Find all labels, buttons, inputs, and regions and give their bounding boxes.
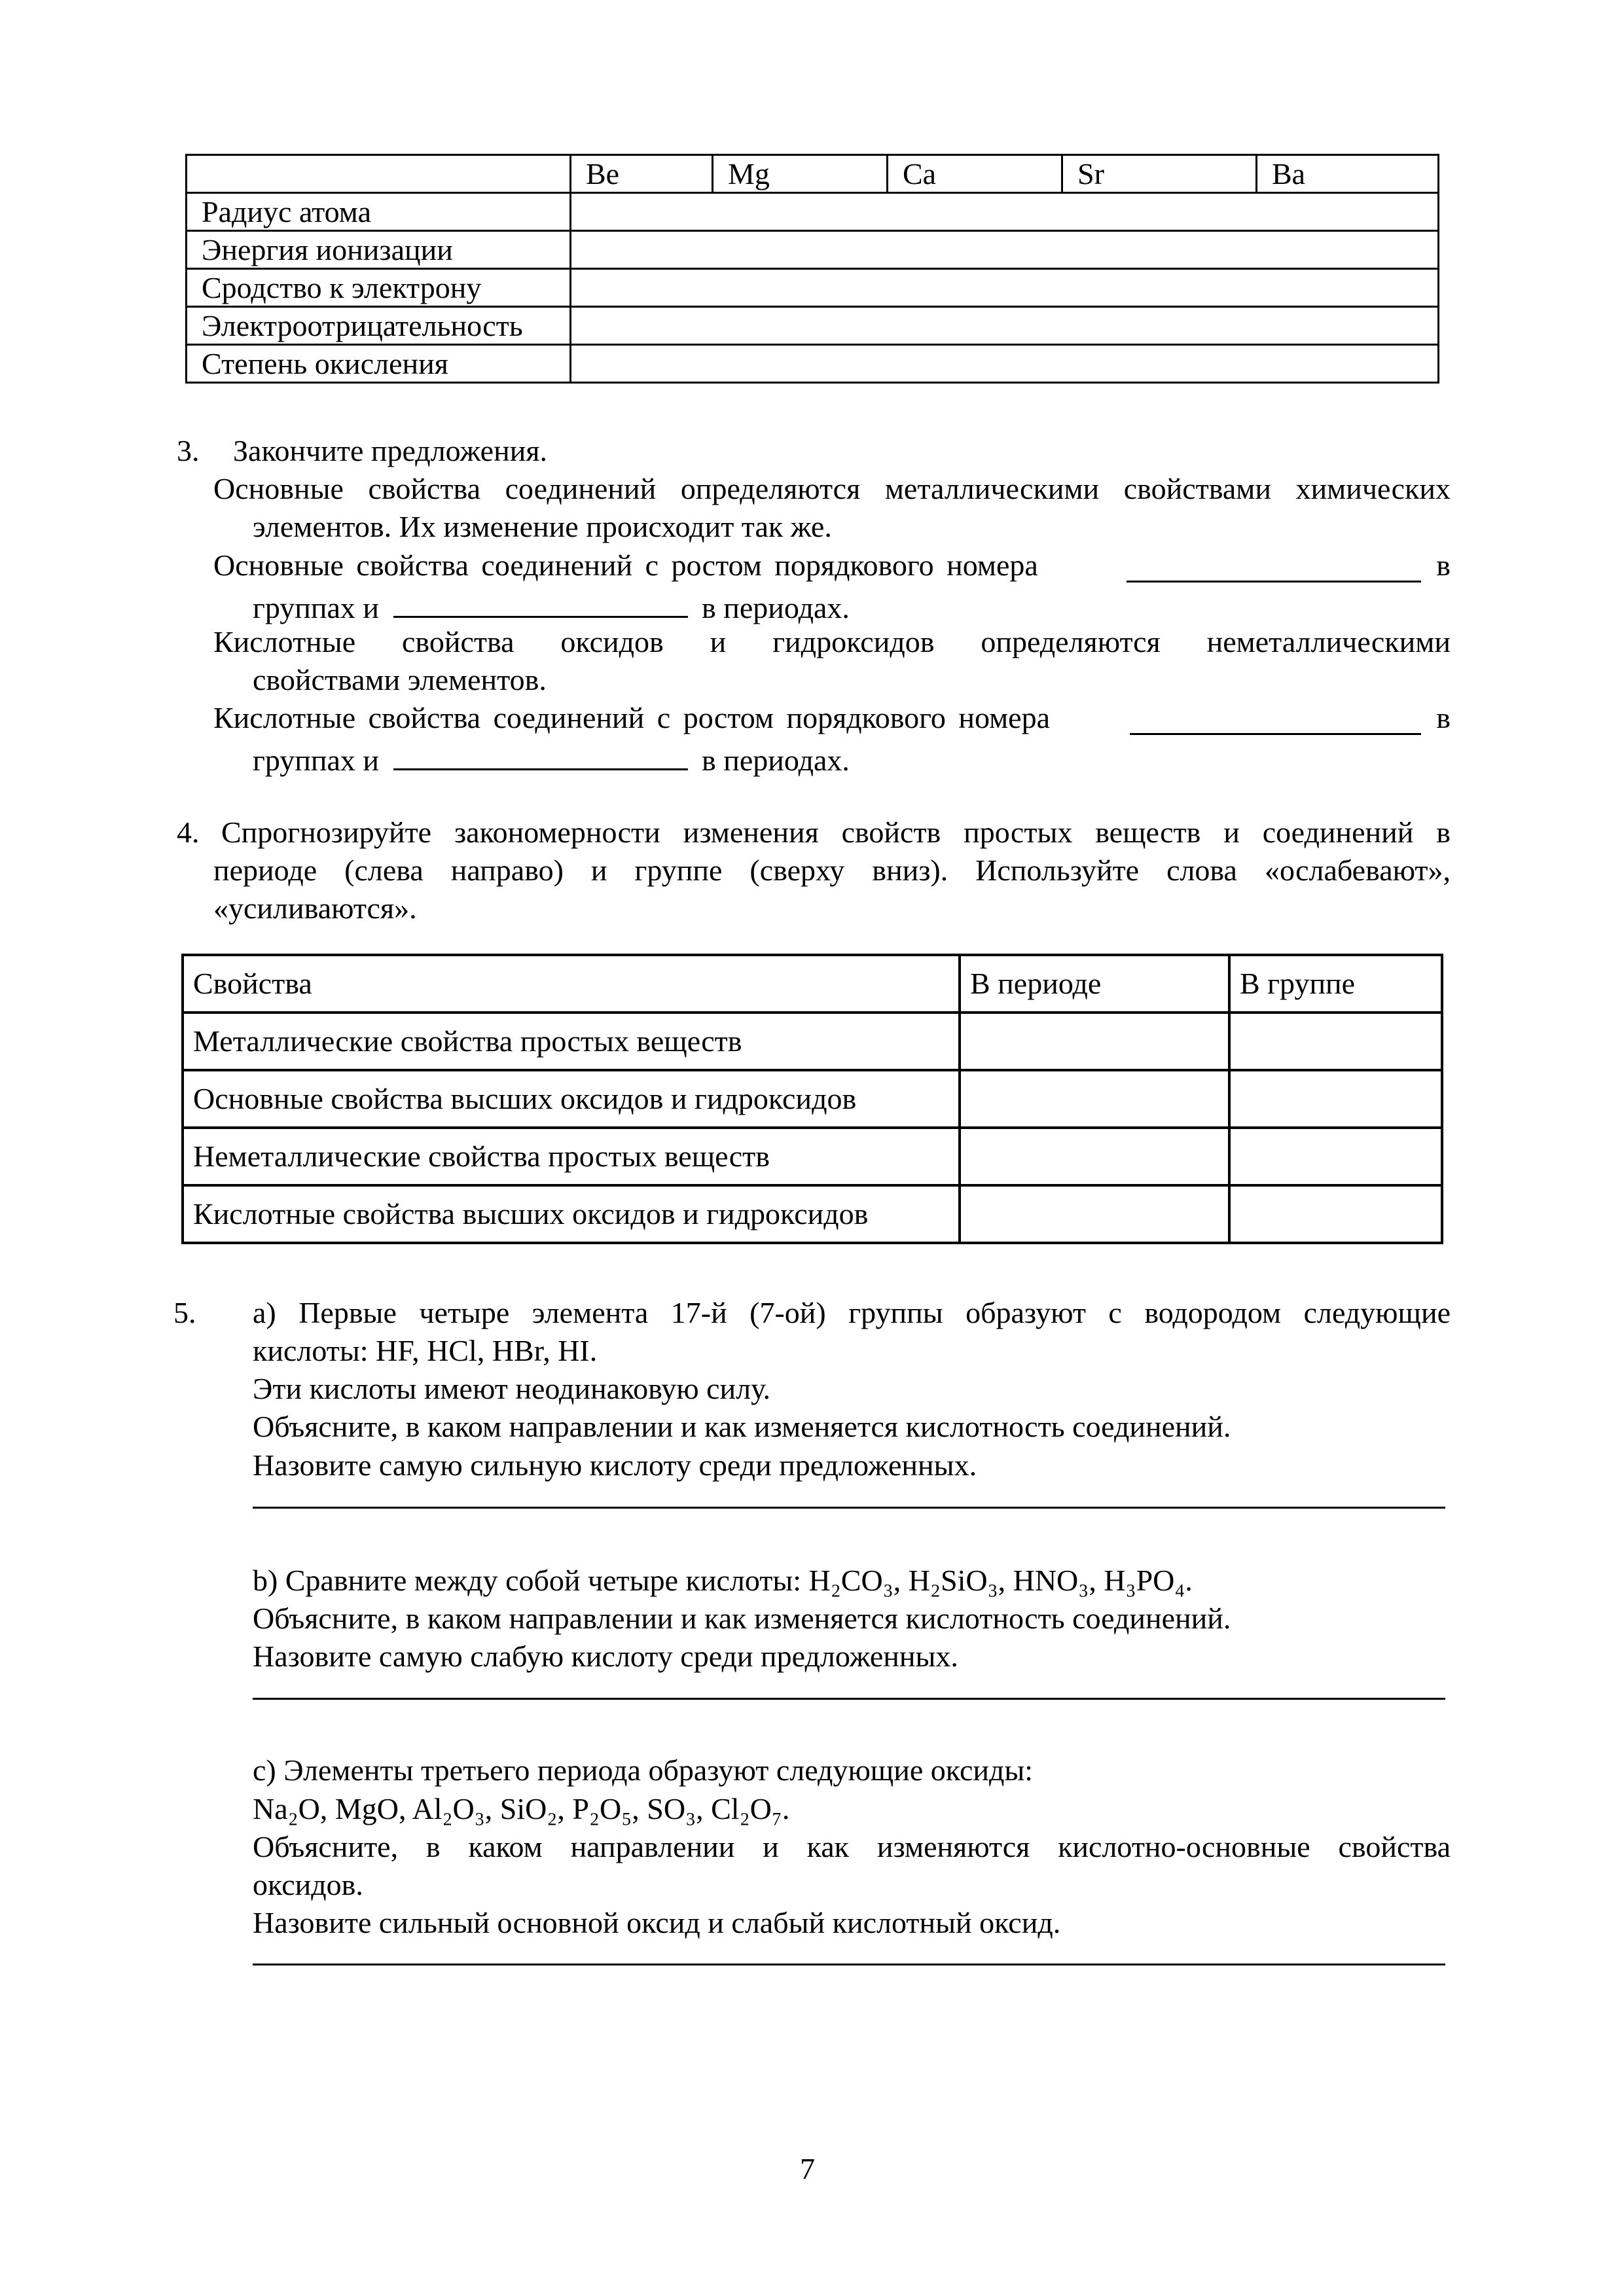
q3-text: группах и [253,744,380,777]
table-row [187,307,1439,345]
q3-sentence [253,737,850,780]
row-label: Неметаллические свойства простых веществ [183,1128,960,1185]
table-row [183,1070,1442,1128]
answer-cell[interactable] [1229,1070,1442,1128]
table-row [187,345,1439,383]
q4-text: «усиливаются». [213,891,417,925]
answer-line[interactable] [253,1698,1445,1700]
row-label: Радиус атома [187,193,571,231]
q3-text: в [1436,548,1451,582]
answer-cell[interactable] [571,269,1439,307]
q5a-text: Назовите самую сильную кислоту среди предложенных. [253,1448,977,1482]
q4-text: периоде (слева направо) и группе (сверху вниз). Используйте слова «ослабевают», [213,853,1451,887]
answer-cell[interactable] [571,193,1439,231]
table-header-cell: В периоде [960,955,1229,1013]
q5b-formulas: H₂CO₃, H₂SiO₃, HNO₃, H₃PO₄. [808,1564,1193,1597]
table-header-cell: Sr [1062,155,1257,193]
q3-text: элементов. Их изменение происходит так же. [253,510,832,543]
row-label: Степень окисления [187,345,571,383]
q5c-text: Назовите сильный основной оксид и слабый кислотный оксид. [253,1906,1061,1939]
answer-cell[interactable] [960,1185,1229,1243]
trends-table [181,954,1443,1244]
q3-text: Основные свойства соединений с ростом порядкового номера [213,548,1038,582]
table-row [183,1128,1442,1185]
q4-text: Спрогнозируйте закономерности изменения свойств простых веществ и соединений в [221,816,1451,849]
row-label: Основные свойства высших оксидов и гидроксидов [183,1070,960,1128]
q5c-formulas: Na₂O, MgO, Al₂O₃, SiO₂, P₂O₅, SO₃, Cl₂O₇. [253,1792,790,1825]
properties-table-group2 [185,154,1439,384]
table-row [187,269,1439,307]
row-label: Кислотные свойства высших оксидов и гидроксидов [183,1185,960,1243]
answer-blank[interactable] [1130,699,1421,735]
q5a-text: кислоты: HF, HCl, HBr, HI. [253,1334,598,1367]
question-number: 5. [173,1296,196,1329]
q3-text: Кислотные свойства соединений с ростом порядкового номера [213,701,1051,734]
table-header-cell: Ba [1257,155,1439,193]
q5b-text: Назовите самую слабую кислоту среди предложенных. [253,1640,958,1673]
row-label: Металлические свойства простых веществ [183,1013,960,1070]
q5c-text: Объясните, в каком направлении и как изменяются кислотно-основные свойства [253,1830,1451,1863]
question-number: 3. [177,434,200,467]
q5b-intro: b) Сравните между собой четыре кислоты: [253,1564,802,1597]
answer-line[interactable] [253,1964,1445,1965]
table-header-cell: Ca [888,155,1062,193]
q3-text: свойствами элементов. [253,663,547,696]
table-header-cell: Be [571,155,713,193]
q5a-text: Эти кислоты имеют неодинаковую силу. [253,1372,771,1405]
row-label: Электроотрицательность [187,307,571,345]
q5b-text: Объясните, в каком направлении и как изменяется кислотность соединений. [253,1602,1231,1635]
q5a-text: Объясните, в каком направлении и как изменяется кислотность соединений. [253,1410,1231,1443]
q3-text: группах и [253,591,380,624]
answer-cell[interactable] [1229,1185,1442,1243]
q5a-text: а) Первые четыре элемента 17-й (7-ой) группы образуют с водородом следующие [253,1296,1451,1329]
q3-sentence [213,547,1451,584]
table-header-cell: Mg [713,155,888,193]
q3-text: в [1436,701,1451,734]
table-row [187,231,1439,269]
q3-sentence [253,584,850,627]
table-row [187,193,1439,231]
answer-blank[interactable] [393,584,688,618]
table-header-row [183,955,1442,1013]
q3-text: Основные свойства соединений определяются металлическими свойствами химических [213,472,1451,505]
answer-cell[interactable] [1229,1013,1442,1070]
table-header-cell: В группе [1229,955,1442,1013]
table-row [183,1013,1442,1070]
answer-blank[interactable] [1127,547,1421,583]
q3-sentence [213,699,1451,737]
row-label: Сродство к электрону [187,269,571,307]
q3-text: в периодах. [702,744,850,777]
row-label: Энергия ионизации [187,231,571,269]
answer-cell[interactable] [1229,1128,1442,1185]
question-title: Закончите предложения. [233,434,547,467]
q3-text: в периодах. [702,591,850,624]
answer-blank[interactable] [393,737,688,770]
answer-cell[interactable] [571,231,1439,269]
table-header-row [187,155,1439,193]
answer-cell[interactable] [571,307,1439,345]
page-number: 7 [800,2152,815,2185]
question-number: 4. [177,816,200,849]
answer-cell[interactable] [571,345,1439,383]
answer-cell[interactable] [960,1128,1229,1185]
answer-cell[interactable] [960,1013,1229,1070]
table-row [183,1185,1442,1243]
q3-text: Кислотные свойства оксидов и гидроксидов определяются неметаллическими [213,625,1451,658]
table-header-cell [187,155,571,193]
q5c-text: оксидов. [253,1868,363,1901]
q5c-text: с) Элементы третьего периода образуют следующие оксиды: [253,1753,1034,1787]
q5b-text [253,1562,1193,1600]
table-header-cell: Свойства [183,955,960,1013]
answer-cell[interactable] [960,1070,1229,1128]
answer-line[interactable] [253,1507,1445,1509]
